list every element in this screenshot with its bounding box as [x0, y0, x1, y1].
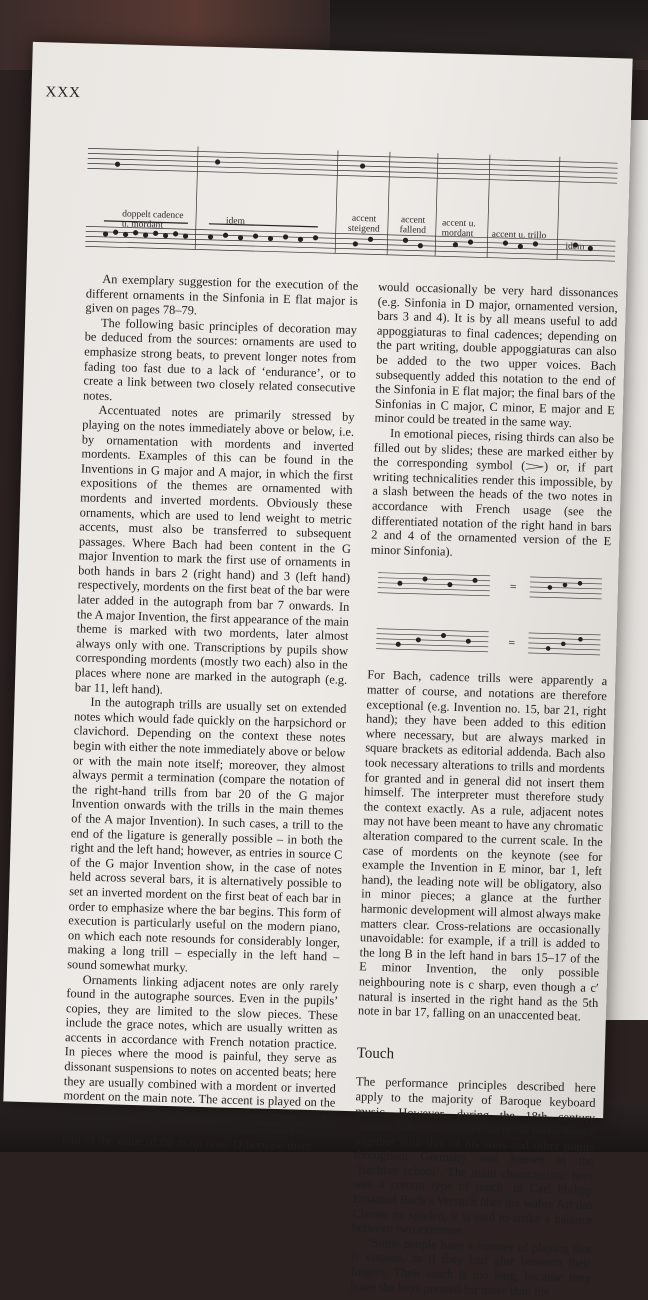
ornament-label: idem — [565, 241, 585, 253]
paragraph: The performance principles described here apply to the majority of Baroque keyboard music. However, during the 18th century Johann Sebastian Bach’s style of performance together with that of his sons and other pupils throughout Germany was known as the ‘Bachian school’. The main characteristic here was a certain type of touch. In Carl Philipp Emanuel Bach’s Versuch über die wahre Art das Clavier zu spielen, it is said to strike a balance between two extremes: — [351, 1074, 597, 1238]
page-number: XXX — [45, 84, 82, 102]
paragraph: An exemplary suggestion for the execution of the different ornaments in the Sinfonia in E flat major is given on pages 78–79. — [85, 271, 359, 318]
section-heading: Touch — [356, 1044, 395, 1063]
paragraph: The following basic principles of decoration may be deduced from the sources: ornaments are used to emphasize strong beats, to prevent longer notes from fading too fast due to a lack of ‘endurance’, or to create a link between two closely related consecutive notes. — [82, 315, 358, 403]
paragraph: In the autograph trills are usually set on extended notes which would fade quickly on the harpsichord or clavichord. Depending on the context these notes begin with either the note immediately above or below or with the main note itself; moreover, they almost always permit a termination (compare the notation of the right-hand trills from bar 20 of the G major Invention onwards with the trills in the main themes of the A major Invention). In such cases, a trill to the end of the ligature is generally possible – in both the right and the left hand; however, as entries in source C of the G major Invention show, in the case of notes held across several bars, it is alternatively possible to set an inverted mordent on the first beat of each bar in order to emphasize where the bar begins. This form of execution is particularly useful on the modern piano, on which each note resounds for considerably longer, making a long trill – especially in the left hand – sound somewhat murky. — [66, 694, 347, 975]
slide-example-1 — [369, 563, 610, 610]
paragraph: For Bach, cadence trills were apparently a matter of course, and notations are therefore exceptional (e.g. Invention no. 15, bar 21, right hand); they have been added to this edition where necessary, but are always marked in square brackets as editorial addenda. Bach also took necessary alterations to trills and mordents for granted and in general did not insert them himself. The interpreter must therefore study the context exactly. As a rule, adjacent notes may not have been meant to have any chromatic alteration compared to the current scale. In the case of mordents on the keynote (see for example the Invention in E minor, bar 1, left hand), the leading note will be obligatory, also in minor pieces; a glance at the further harmonic development will almost always make matters clear. Cross-relations are occasionally unavoidable: for example, if a trill is added to the long B in the left hand in bars 15–17 of the E minor Invention, the only possible neighbouring note is c sharp, even though a c′ natural is inserted in the right hand as the 5th note in bar 17, falling on an unaccented beat. — [357, 667, 608, 1024]
ornament-label: accent u. mordant — [441, 218, 476, 240]
paragraph: In emotional pieces, rising thirds can also be filled out by slides; these are marked either by the corresponding symbol (𝆓) or, if part writing technicalities render this impossible, by a slash between the heads of the two notes in accordance with French usage (see the differentiated notation of the right hand in bars 2 and 4 of the ornamented version of the E minor Sinfonia). — [370, 425, 615, 559]
ornament-label: accent u. trillo — [491, 229, 547, 242]
right-column — [350, 280, 618, 1300]
slide-example-2 — [368, 618, 609, 665]
equals-sign: = — [509, 579, 517, 594]
ornament-label: accent fallend — [399, 215, 427, 236]
ornament-label: idem — [225, 216, 246, 227]
left-column — [62, 271, 358, 1154]
ornament-label: doppelt cadence u. mordant — [121, 209, 184, 231]
paragraph: ‘Some people have a manner of playing that is viscous, as if they had glue between their fingers. Their touch is too long, because they leave the keys pressed for more than the — [350, 1235, 592, 1299]
paragraph: Ornaments linking adjacent notes are only rarely found in the autographe sources. Even in the pupils’ copies, they are limited to the slow pieces. These include the grace notes, which are usually written as accents in accordance with French notation practice. In pieces where the mood is painful, they serve as dissonant suspensions to notes on accented beats; here they are usually combined with a mordent or inverted mordent on the main note. The accent is played on the beat. However, they are obviously not meant to be metrically exact, but to be played rather shorter than half of the value of the main note. Otherwise there — [62, 972, 339, 1154]
book-page — [3, 42, 632, 1299]
equals-sign: = — [508, 635, 516, 650]
ornament-labels — [85, 128, 618, 273]
ornament-label: accent steigend — [347, 213, 380, 235]
paragraph: would occasionally be very hard dissonances (e.g. Sinfonia in D major, ornamented version, bars 3 and 4). It is by all means useful to add appoggiaturas to final cadences; depending on the part writing, double appoggiaturas can also be added to the two upper voices. Bach subsequently added this notation to the end of the Sinfonia in E flat major; the final bars of the Sinfonias in C major, C minor, E major and E minor could be treated in the same way. — [374, 279, 619, 431]
paragraph: Accentuated notes are primarily stressed by playing on the notes immediately above or below, i.e. by ornamentation with mordents and inverted mordents. Examples of this can be found in the Inventions in G major and A major, in which the first expositions of the themes are ornamented with mordents and inverted mordents. Obviously these ornaments, which are used to lend weight to metric accents, must also be transferred to subsequent passages. Where Bach had been content in the G major Invention to mark the first use of ornaments in both hands in bars 2 (right hand) and 3 (left hand) respectively, mordents on the first beat of the bar were later added in the autograph from bar 7 onwards. In the A major Invention, the first appearance of the main theme is marked with two mordents, later almost always only with one. Transcriptions by pupils show corresponding mordents (mostly two each) also in the places where none are marked in the autograph (e.g. bar 11, left hand). — [74, 403, 355, 697]
